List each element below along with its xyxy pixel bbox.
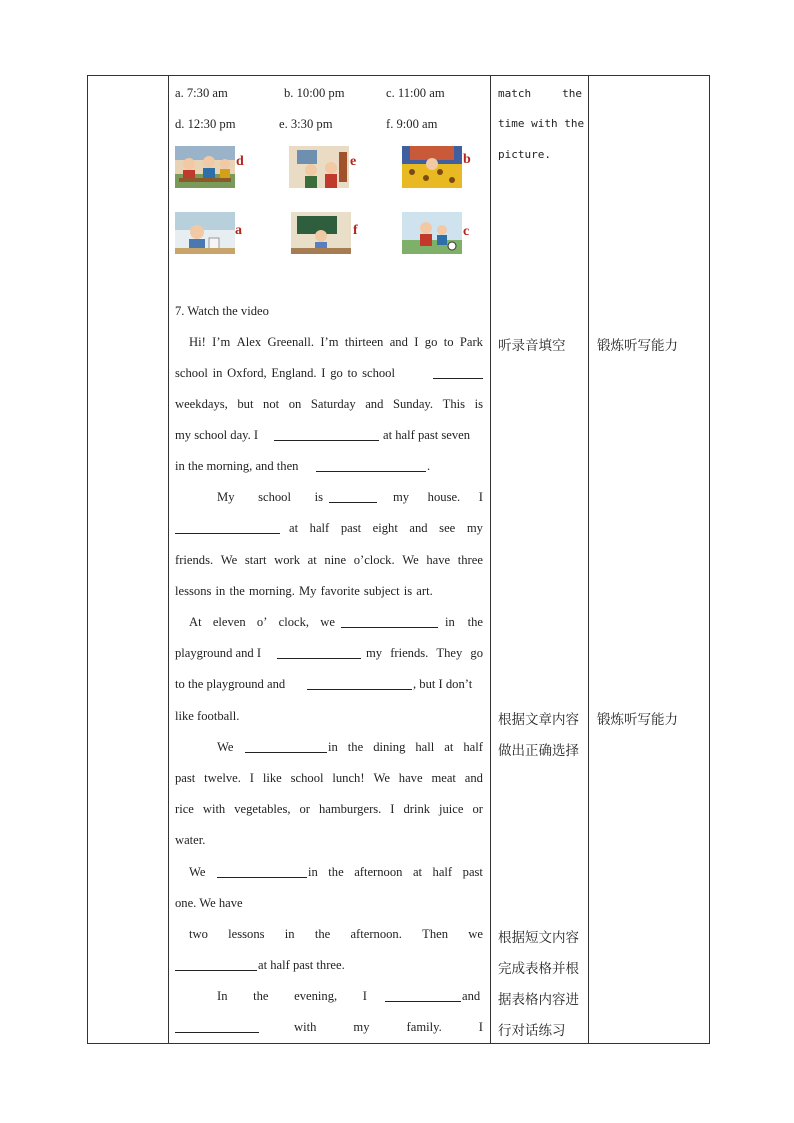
answer-blank[interactable] [217,865,307,878]
passage-line [289,520,483,536]
word: have [426,553,451,567]
word: At [189,615,202,629]
activity-table-3: 据表格内容进 [498,992,579,1008]
word: is [474,397,483,411]
activity-choose-2: 做出正确选择 [498,743,579,759]
word: family. [406,1020,442,1034]
word: Alex [236,335,262,349]
purpose-1: 锻炼听写能力 [597,338,678,354]
passage-line [175,770,483,786]
word: at [289,521,299,535]
word: we [320,615,335,629]
word: hamburgers. [318,802,382,816]
picture-label-c: c [463,224,470,239]
word: at [412,865,423,879]
word: I [249,771,254,785]
passage-line [393,489,483,505]
word: I [414,335,419,349]
word: we [468,927,483,941]
word: o’clock. [353,553,395,567]
word: half [463,740,483,754]
word: My [217,490,235,504]
answer-blank[interactable] [175,958,257,971]
word: is [314,490,323,504]
activity-table-2: 完成表格并根 [498,961,579,977]
word: half [432,865,453,879]
answer-blank[interactable] [329,490,377,503]
word: I [362,989,367,1003]
time-option-b: b. 10:00 pm [284,86,345,100]
word: lunch! [332,771,365,785]
picture-afternoon [289,146,349,188]
passage-text: water. [175,833,206,847]
answer-blank[interactable] [316,459,426,472]
word: We [402,553,419,567]
word: I [478,490,483,504]
picture-lunch [175,146,235,188]
section-title: 7. Watch the video [175,304,269,318]
word: go [424,335,438,349]
word: the [328,865,344,879]
word: I [321,366,326,380]
activity-table-4: 行对话练习 [498,1023,566,1039]
picture-label-e: e [350,154,357,169]
word: Oxford, [227,366,267,380]
word: start [244,553,267,567]
word: Saturday [310,397,356,411]
picture-classroom [291,212,351,254]
word: past [175,771,196,785]
passage-line [445,614,483,630]
word: and [464,771,483,785]
picture-label-a: a [235,223,242,238]
word: evening, [294,989,338,1003]
word: juice [439,802,464,816]
word: the [253,989,269,1003]
passage-line [308,864,483,880]
word: eight [372,521,398,535]
content-cell [169,76,491,1044]
word: friends. [175,553,214,567]
activity-table-1: 根据短文内容 [498,930,579,946]
word: and [389,335,408,349]
word: the [467,615,483,629]
word: see [439,521,456,535]
passage-line [217,489,323,505]
word: We [220,553,238,567]
passage-text: at half past seven [383,428,471,442]
word: in [212,366,223,380]
answer-blank[interactable] [175,521,280,534]
passage-text: playground and I [175,646,262,660]
passage-text: , but I don’t [413,677,473,691]
word: Then [422,927,449,941]
word: school [175,366,208,380]
word: work [274,553,301,567]
activity-match [498,87,582,100]
answer-blank[interactable] [341,615,438,628]
passage-text: like football. [175,709,240,723]
picture-playground [402,212,462,254]
word: I’m [212,335,231,349]
word: dining [373,740,406,754]
word: thirteen [344,335,384,349]
picture-label-b: b [463,152,471,167]
word: past [340,521,362,535]
word: have [398,771,423,785]
answer-blank[interactable] [245,740,327,753]
passage-line [175,801,483,817]
passage-line [175,396,483,412]
stage-cell [88,76,169,1044]
time-option-f: f. 9:00 am [386,117,438,131]
passage-text: . [427,459,431,473]
activity-match-3: picture. [498,148,551,161]
word: in [284,927,295,941]
passage-line [189,334,483,350]
word: past [462,865,483,879]
lesson-table [87,75,710,1044]
word: and [365,397,384,411]
word: the [562,87,582,100]
word: three [457,553,483,567]
word: weekdays, [175,397,228,411]
word: with [294,1020,317,1034]
word: friends. [390,646,429,660]
passage-line [328,739,483,755]
word: two [189,927,208,941]
picture-bedtime [402,146,462,188]
time-option-e: e. 3:30 pm [279,117,333,131]
word: vegetables, [234,802,291,816]
word: Park [459,335,483,349]
passage-line [189,926,483,942]
word: go [330,366,343,380]
word: Sunday. [392,397,434,411]
word: in [308,865,318,879]
word: half [309,521,330,535]
word: and [409,521,428,535]
activity-cell [491,76,589,1044]
passage-line [294,1019,483,1035]
word: or [472,802,483,816]
word: In [217,989,228,1003]
word: rice [175,802,194,816]
word: at [444,740,454,754]
word: at [307,553,317,567]
word: o’ [256,615,268,629]
passage-text: one. We have [175,896,243,910]
picture-label-d: d [236,154,244,169]
answer-blank[interactable] [274,428,379,441]
activity-choose-1: 根据文章内容 [498,712,579,728]
passage-line [189,614,335,630]
answer-blank[interactable] [385,989,461,1002]
word: clock, [278,615,310,629]
passage-line [175,365,395,381]
answer-blank[interactable] [433,366,483,379]
word: This [442,397,466,411]
word: They [436,646,463,660]
word: but [237,397,254,411]
word: go [470,646,483,660]
activity-listen: 听录音填空 [498,338,566,354]
passage-line [217,988,367,1004]
word: school [362,366,395,380]
word: Greenall. [267,335,315,349]
word: my [393,490,410,504]
word: England. [271,366,317,380]
passage-text: We [189,865,206,879]
passage-line [175,552,483,568]
word: like [262,771,282,785]
passage-line [366,645,483,661]
word: house. [427,490,461,504]
answer-blank[interactable] [277,646,361,659]
word: afternoon. [350,927,402,941]
word: I [390,802,395,816]
picture-label-f: f [353,223,358,238]
word: school [290,771,324,785]
word: my [366,646,383,660]
word: afternoon [354,865,403,879]
passage-text: my school day. I [175,428,259,442]
passage-line-9: lessons in the morning. My favorite subject is art. [175,584,433,598]
word: We [373,771,390,785]
word: Hi! [189,335,206,349]
word: I’m [320,335,339,349]
time-option-c: c. 11:00 am [386,86,445,100]
answer-blank[interactable] [175,1020,259,1033]
word: to [443,335,454,349]
word: twelve. [204,771,241,785]
word: not [263,397,280,411]
word: the [347,740,364,754]
activity-match-2: time with the [498,117,585,130]
word: in [445,615,455,629]
word: drink [403,802,431,816]
word: the [314,927,331,941]
word: my [466,521,483,535]
word: eleven [212,615,246,629]
answer-blank[interactable] [307,677,412,690]
purpose-2: 锻炼听写能力 [597,712,678,728]
word: nine [324,553,347,567]
word: on [288,397,302,411]
picture-breakfast [175,212,235,254]
word: hall [415,740,435,754]
passage-text: and [462,989,481,1003]
time-option-d: d. 12:30 pm [175,117,236,131]
word: school [258,490,291,504]
word: to [347,366,358,380]
word: I [478,1020,483,1034]
word: my [353,1020,370,1034]
passage-text: in the morning, and then [175,459,299,473]
word: in [328,740,338,754]
passage-text: to the playground and [175,677,286,691]
passage-text: at half past three. [258,958,345,972]
purpose-cell [589,76,710,1044]
word: match [498,87,532,100]
word: meat [431,771,456,785]
word: or [299,802,310,816]
word: lessons [228,927,265,941]
time-option-a: a. 7:30 am [175,86,228,100]
passage-text: We [217,740,234,754]
word: with [202,802,226,816]
